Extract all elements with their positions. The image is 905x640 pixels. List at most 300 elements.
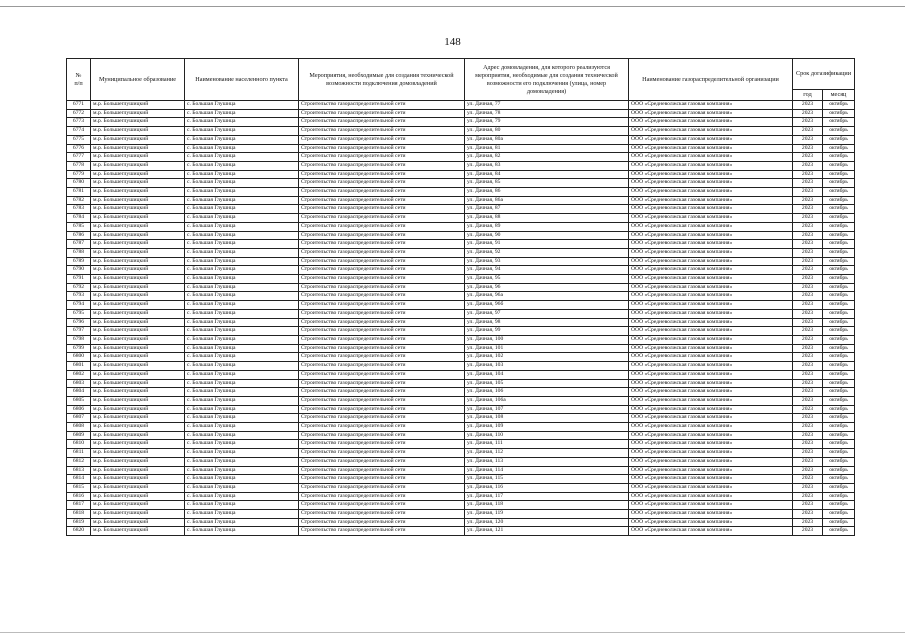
month-cell: октябрь [823, 492, 855, 501]
table-row [67, 283, 855, 292]
table-row [67, 214, 855, 223]
municipality-cell: м.р. Большеглушицкий [91, 257, 185, 266]
address-cell: ул. Дачная, 79 [465, 118, 629, 127]
row-number: 6799 [67, 344, 91, 353]
activity-cell: Строительство газораспределительной сети [299, 353, 465, 362]
year-cell: 2023 [793, 344, 823, 353]
address-cell: ул. Дачная, 83 [465, 161, 629, 170]
table-row [67, 309, 855, 318]
month-cell: октябрь [823, 518, 855, 527]
row-number: 6774 [67, 127, 91, 136]
table-row [67, 179, 855, 188]
municipality-cell: м.р. Большеглушицкий [91, 275, 185, 284]
table-row [67, 144, 855, 153]
org-cell: ООО «Средневолжская газовая компания» [629, 222, 793, 231]
municipality-cell: м.р. Большеглушицкий [91, 518, 185, 527]
year-cell: 2023 [793, 170, 823, 179]
year-cell: 2023 [793, 475, 823, 484]
settlement-cell: с. Большая Глушица [185, 257, 299, 266]
year-cell: 2023 [793, 379, 823, 388]
activity-cell: Строительство газораспределительной сети [299, 292, 465, 301]
org-cell: ООО «Средневолжская газовая компания» [629, 510, 793, 519]
settlement-cell: с. Большая Глушица [185, 127, 299, 136]
address-cell: ул. Дачная, 90 [465, 231, 629, 240]
settlement-cell: с. Большая Глушица [185, 423, 299, 432]
activity-cell: Строительство газораспределительной сети [299, 205, 465, 214]
org-cell: ООО «Средневолжская газовая компания» [629, 275, 793, 284]
municipality-cell: м.р. Большеглушицкий [91, 353, 185, 362]
row-number: 6807 [67, 414, 91, 423]
year-cell: 2023 [793, 240, 823, 249]
address-cell: ул. Дачная, 114 [465, 466, 629, 475]
address-cell: ул. Дачная, 108 [465, 414, 629, 423]
month-cell: октябрь [823, 423, 855, 432]
month-cell: октябрь [823, 301, 855, 310]
year-cell: 2023 [793, 214, 823, 223]
month-cell: октябрь [823, 396, 855, 405]
month-cell: октябрь [823, 405, 855, 414]
org-cell: ООО «Средневолжская газовая компания» [629, 449, 793, 458]
year-cell: 2023 [793, 510, 823, 519]
activity-cell: Строительство газораспределительной сети [299, 214, 465, 223]
org-cell: ООО «Средневолжская газовая компания» [629, 205, 793, 214]
address-cell: ул. Дачная, 102 [465, 353, 629, 362]
address-cell: ул. Дачная, 103 [465, 362, 629, 371]
settlement-cell: с. Большая Глушица [185, 283, 299, 292]
activity-cell: Строительство газораспределительной сети [299, 405, 465, 414]
address-cell: ул. Дачная, 120 [465, 518, 629, 527]
municipality-cell: м.р. Большеглушицкий [91, 527, 185, 536]
row-number: 6819 [67, 518, 91, 527]
municipality-cell: м.р. Большеглушицкий [91, 396, 185, 405]
settlement-cell: с. Большая Глушица [185, 144, 299, 153]
year-cell: 2023 [793, 388, 823, 397]
org-cell: ООО «Средневолжская газовая компания» [629, 483, 793, 492]
row-number: 6793 [67, 292, 91, 301]
row-number: 6818 [67, 510, 91, 519]
address-cell: ул. Дачная, 112 [465, 449, 629, 458]
settlement-cell: с. Большая Глушица [185, 170, 299, 179]
year-cell: 2023 [793, 353, 823, 362]
table-row [67, 153, 855, 162]
row-number: 6776 [67, 144, 91, 153]
table-row [67, 440, 855, 449]
year-cell: 2023 [793, 161, 823, 170]
row-number: 6815 [67, 483, 91, 492]
month-cell: октябрь [823, 475, 855, 484]
header-settlement: Наименование населенного пункта [185, 59, 299, 101]
month-cell: октябрь [823, 457, 855, 466]
year-cell: 2023 [793, 292, 823, 301]
row-number: 6814 [67, 475, 91, 484]
settlement-cell: с. Большая Глушица [185, 101, 299, 110]
year-cell: 2023 [793, 318, 823, 327]
year-cell: 2023 [793, 231, 823, 240]
org-cell: ООО «Средневолжская газовая компания» [629, 118, 793, 127]
activity-cell: Строительство газораспределительной сети [299, 483, 465, 492]
month-cell: октябрь [823, 335, 855, 344]
table-row [67, 240, 855, 249]
gasification-table [66, 58, 855, 536]
row-number: 6783 [67, 205, 91, 214]
settlement-cell: с. Большая Глушица [185, 231, 299, 240]
month-cell: октябрь [823, 101, 855, 110]
settlement-cell: с. Большая Глушица [185, 318, 299, 327]
address-cell: ул. Дачная, 115 [465, 475, 629, 484]
settlement-cell: с. Большая Глушица [185, 449, 299, 458]
activity-cell: Строительство газораспределительной сети [299, 101, 465, 110]
settlement-cell: с. Большая Глушица [185, 344, 299, 353]
municipality-cell: м.р. Большеглушицкий [91, 127, 185, 136]
activity-cell: Строительство газораспределительной сети [299, 127, 465, 136]
settlement-cell: с. Большая Глушица [185, 179, 299, 188]
row-number: 6808 [67, 423, 91, 432]
settlement-cell: с. Большая Глушица [185, 396, 299, 405]
month-cell: октябрь [823, 127, 855, 136]
row-number: 6771 [67, 101, 91, 110]
settlement-cell: с. Большая Глушица [185, 457, 299, 466]
municipality-cell: м.р. Большеглушицкий [91, 118, 185, 127]
year-cell: 2023 [793, 327, 823, 336]
year-cell: 2023 [793, 283, 823, 292]
month-cell: октябрь [823, 205, 855, 214]
municipality-cell: м.р. Большеглушицкий [91, 405, 185, 414]
org-cell: ООО «Средневолжская газовая компания» [629, 492, 793, 501]
address-cell: ул. Дачная, 106 [465, 388, 629, 397]
month-cell: октябрь [823, 449, 855, 458]
month-cell: октябрь [823, 153, 855, 162]
month-cell: октябрь [823, 188, 855, 197]
table-row [67, 475, 855, 484]
activity-cell: Строительство газораспределительной сети [299, 388, 465, 397]
org-cell: ООО «Средневолжская газовая компания» [629, 388, 793, 397]
year-cell: 2023 [793, 275, 823, 284]
address-cell: ул. Дачная, 84 [465, 170, 629, 179]
municipality-cell: м.р. Большеглушицкий [91, 144, 185, 153]
row-number: 6792 [67, 283, 91, 292]
settlement-cell: с. Большая Глушица [185, 492, 299, 501]
activity-cell: Строительство газораспределительной сети [299, 362, 465, 371]
org-cell: ООО «Средневолжская газовая компания» [629, 362, 793, 371]
address-cell: ул. Дачная, 85 [465, 179, 629, 188]
org-cell: ООО «Средневолжская газовая компания» [629, 161, 793, 170]
municipality-cell: м.р. Большеглушицкий [91, 483, 185, 492]
org-cell: ООО «Средневолжская газовая компания» [629, 457, 793, 466]
table-row [67, 396, 855, 405]
row-number: 6789 [67, 257, 91, 266]
org-cell: ООО «Средневолжская газовая компания» [629, 309, 793, 318]
table-row [67, 362, 855, 371]
address-cell: ул. Дачная, 104 [465, 370, 629, 379]
municipality-cell: м.р. Большеглушицкий [91, 362, 185, 371]
address-cell: ул. Дачная, 107 [465, 405, 629, 414]
address-cell: ул. Дачная, 117 [465, 492, 629, 501]
org-cell: ООО «Средневолжская газовая компания» [629, 379, 793, 388]
month-cell: октябрь [823, 240, 855, 249]
org-cell: ООО «Средневолжская газовая компания» [629, 109, 793, 118]
year-cell: 2023 [793, 457, 823, 466]
row-number: 6817 [67, 501, 91, 510]
settlement-cell: с. Большая Глушица [185, 153, 299, 162]
address-cell: ул. Дачная, 94 [465, 266, 629, 275]
month-cell: октябрь [823, 309, 855, 318]
month-cell: октябрь [823, 275, 855, 284]
month-cell: октябрь [823, 170, 855, 179]
municipality-cell: м.р. Большеглушицкий [91, 370, 185, 379]
municipality-cell: м.р. Большеглушицкий [91, 179, 185, 188]
row-number: 6816 [67, 492, 91, 501]
month-cell: октябрь [823, 292, 855, 301]
row-number: 6787 [67, 240, 91, 249]
scan-top-edge [0, 6, 905, 7]
address-cell: ул. Дачная, 116 [465, 483, 629, 492]
year-cell: 2023 [793, 118, 823, 127]
municipality-cell: м.р. Большеглушицкий [91, 135, 185, 144]
month-cell: октябрь [823, 257, 855, 266]
municipality-cell: м.р. Большеглушицкий [91, 170, 185, 179]
municipality-cell: м.р. Большеглушицкий [91, 301, 185, 310]
row-number: 6811 [67, 449, 91, 458]
table-row [67, 527, 855, 536]
month-cell: октябрь [823, 370, 855, 379]
month-cell: октябрь [823, 231, 855, 240]
settlement-cell: с. Большая Глушица [185, 248, 299, 257]
table-row [67, 231, 855, 240]
municipality-cell: м.р. Большеглушицкий [91, 475, 185, 484]
address-cell: ул. Дачная, 97 [465, 309, 629, 318]
activity-cell: Строительство газораспределительной сети [299, 196, 465, 205]
municipality-cell: м.р. Большеглушицкий [91, 153, 185, 162]
month-cell: октябрь [823, 109, 855, 118]
month-cell: октябрь [823, 379, 855, 388]
activity-cell: Строительство газораспределительной сети [299, 301, 465, 310]
org-cell: ООО «Средневолжская газовая компания» [629, 301, 793, 310]
year-cell: 2023 [793, 449, 823, 458]
activity-cell: Строительство газораспределительной сети [299, 153, 465, 162]
municipality-cell: м.р. Большеглушицкий [91, 196, 185, 205]
settlement-cell: с. Большая Глушица [185, 266, 299, 275]
municipality-cell: м.р. Большеглушицкий [91, 344, 185, 353]
org-cell: ООО «Средневолжская газовая компания» [629, 127, 793, 136]
row-number: 6813 [67, 466, 91, 475]
municipality-cell: м.р. Большеглушицкий [91, 214, 185, 223]
org-cell: ООО «Средневолжская газовая компания» [629, 214, 793, 223]
org-cell: ООО «Средневолжская газовая компания» [629, 527, 793, 536]
activity-cell: Строительство газораспределительной сети [299, 309, 465, 318]
month-cell: октябрь [823, 248, 855, 257]
table-row [67, 109, 855, 118]
settlement-cell: с. Большая Глушица [185, 109, 299, 118]
municipality-cell: м.р. Большеглушицкий [91, 440, 185, 449]
table-row [67, 301, 855, 310]
settlement-cell: с. Большая Глушица [185, 161, 299, 170]
org-cell: ООО «Средневолжская газовая компания» [629, 283, 793, 292]
table-row [67, 518, 855, 527]
address-cell: ул. Дачная, 81 [465, 144, 629, 153]
year-cell: 2023 [793, 518, 823, 527]
municipality-cell: м.р. Большеглушицкий [91, 283, 185, 292]
year-cell: 2023 [793, 466, 823, 475]
municipality-cell: м.р. Большеглушицкий [91, 292, 185, 301]
month-cell: октябрь [823, 362, 855, 371]
activity-cell: Строительство газораспределительной сети [299, 457, 465, 466]
settlement-cell: с. Большая Глушица [185, 388, 299, 397]
row-number: 6781 [67, 188, 91, 197]
row-number: 6775 [67, 135, 91, 144]
row-number: 6784 [67, 214, 91, 223]
settlement-cell: с. Большая Глушица [185, 205, 299, 214]
municipality-cell: м.р. Большеглушицкий [91, 457, 185, 466]
month-cell: октябрь [823, 144, 855, 153]
month-cell: октябрь [823, 414, 855, 423]
org-cell: ООО «Средневолжская газовая компания» [629, 353, 793, 362]
org-cell: ООО «Средневолжская газовая компания» [629, 101, 793, 110]
org-cell: ООО «Средневолжская газовая компания» [629, 292, 793, 301]
table-row [67, 275, 855, 284]
month-cell: октябрь [823, 196, 855, 205]
month-cell: октябрь [823, 118, 855, 127]
row-number: 6785 [67, 222, 91, 231]
org-cell: ООО «Средневолжская газовая компания» [629, 196, 793, 205]
settlement-cell: с. Большая Глушица [185, 301, 299, 310]
table-row [67, 379, 855, 388]
year-cell: 2023 [793, 414, 823, 423]
year-cell: 2023 [793, 188, 823, 197]
activity-cell: Строительство газораспределительной сети [299, 518, 465, 527]
address-cell: ул. Дачная, 96 [465, 283, 629, 292]
scan-bottom-edge [0, 632, 905, 633]
org-cell: ООО «Средневолжская газовая компания» [629, 257, 793, 266]
municipality-cell: м.р. Большеглушицкий [91, 492, 185, 501]
org-cell: ООО «Средневолжская газовая компания» [629, 396, 793, 405]
table-row [67, 510, 855, 519]
settlement-cell: с. Большая Глушица [185, 440, 299, 449]
month-cell: октябрь [823, 388, 855, 397]
year-cell: 2023 [793, 431, 823, 440]
org-cell: ООО «Средневолжская газовая компания» [629, 501, 793, 510]
year-cell: 2023 [793, 405, 823, 414]
year-cell: 2023 [793, 248, 823, 257]
municipality-cell: м.р. Большеглушицкий [91, 231, 185, 240]
address-cell: ул. Дачная, 106а [465, 396, 629, 405]
activity-cell: Строительство газораспределительной сети [299, 431, 465, 440]
table-row [67, 449, 855, 458]
settlement-cell: с. Большая Глушица [185, 431, 299, 440]
activity-cell: Строительство газораспределительной сети [299, 475, 465, 484]
table-row [67, 257, 855, 266]
municipality-cell: м.р. Большеглушицкий [91, 388, 185, 397]
settlement-cell: с. Большая Глушица [185, 475, 299, 484]
month-cell: октябрь [823, 327, 855, 336]
org-cell: ООО «Средневолжская газовая компания» [629, 327, 793, 336]
row-number: 6796 [67, 318, 91, 327]
municipality-cell: м.р. Большеглушицкий [91, 222, 185, 231]
address-cell: ул. Дачная, 118 [465, 501, 629, 510]
month-cell: октябрь [823, 483, 855, 492]
year-cell: 2023 [793, 127, 823, 136]
row-number: 6794 [67, 301, 91, 310]
year-cell: 2023 [793, 257, 823, 266]
table-row [67, 414, 855, 423]
address-cell: ул. Дачная, 119 [465, 510, 629, 519]
activity-cell: Строительство газораспределительной сети [299, 414, 465, 423]
org-cell: ООО «Средневолжская газовая компания» [629, 518, 793, 527]
year-cell: 2023 [793, 222, 823, 231]
month-cell: октябрь [823, 266, 855, 275]
org-cell: ООО «Средневолжская газовая компания» [629, 344, 793, 353]
month-cell: октябрь [823, 179, 855, 188]
year-cell: 2023 [793, 370, 823, 379]
year-cell: 2023 [793, 144, 823, 153]
row-number: 6795 [67, 309, 91, 318]
year-cell: 2023 [793, 335, 823, 344]
address-cell: ул. Дачная, 87 [465, 205, 629, 214]
settlement-cell: с. Большая Глушица [185, 335, 299, 344]
activity-cell: Строительство газораспределительной сети [299, 370, 465, 379]
municipality-cell: м.р. Большеглушицкий [91, 205, 185, 214]
municipality-cell: м.р. Большеглушицкий [91, 309, 185, 318]
header-address: Адрес домовладения, для которого реализуются мероприятия, необходимые для создания технической возможности его подключения (улица, номер домовладения) [465, 59, 629, 101]
month-cell: октябрь [823, 466, 855, 475]
year-cell: 2023 [793, 483, 823, 492]
table-row [67, 370, 855, 379]
address-cell: ул. Дачная, 93 [465, 257, 629, 266]
row-number: 6801 [67, 362, 91, 371]
page-number: 148 [444, 36, 461, 48]
activity-cell: Строительство газораспределительной сети [299, 440, 465, 449]
org-cell: ООО «Средневолжская газовая компания» [629, 135, 793, 144]
table-row [67, 327, 855, 336]
month-cell: октябрь [823, 318, 855, 327]
table-row [67, 292, 855, 301]
table-row [67, 492, 855, 501]
settlement-cell: с. Большая Глушица [185, 135, 299, 144]
org-cell: ООО «Средневолжская газовая компания» [629, 179, 793, 188]
year-cell: 2023 [793, 423, 823, 432]
address-cell: ул. Дачная, 110 [465, 431, 629, 440]
address-cell: ул. Дачная, 113 [465, 457, 629, 466]
org-cell: ООО «Средневолжская газовая компания» [629, 405, 793, 414]
org-cell: ООО «Средневолжская газовая компания» [629, 231, 793, 240]
year-cell: 2023 [793, 153, 823, 162]
month-cell: октябрь [823, 510, 855, 519]
year-cell: 2023 [793, 109, 823, 118]
month-cell: октябрь [823, 222, 855, 231]
header-month: месяц [823, 90, 855, 101]
month-cell: октябрь [823, 440, 855, 449]
activity-cell: Строительство газораспределительной сети [299, 318, 465, 327]
org-cell: ООО «Средневолжская газовая компания» [629, 266, 793, 275]
address-cell: ул. Дачная, 109 [465, 423, 629, 432]
table-row [67, 188, 855, 197]
row-number: 6782 [67, 196, 91, 205]
settlement-cell: с. Большая Глушица [185, 214, 299, 223]
municipality-cell: м.р. Большеглушицкий [91, 510, 185, 519]
org-cell: ООО «Средневолжская газовая компания» [629, 153, 793, 162]
settlement-cell: с. Большая Глушица [185, 362, 299, 371]
address-cell: ул. Дачная, 105 [465, 379, 629, 388]
month-cell: октябрь [823, 353, 855, 362]
activity-cell: Строительство газораспределительной сети [299, 396, 465, 405]
activity-cell: Строительство газораспределительной сети [299, 118, 465, 127]
row-number: 6804 [67, 388, 91, 397]
municipality-cell: м.р. Большеглушицкий [91, 161, 185, 170]
org-cell: ООО «Средневолжская газовая компания» [629, 414, 793, 423]
table-row [67, 405, 855, 414]
table-body [67, 101, 855, 536]
settlement-cell: с. Большая Глушица [185, 414, 299, 423]
municipality-cell: м.р. Большеглушицкий [91, 240, 185, 249]
